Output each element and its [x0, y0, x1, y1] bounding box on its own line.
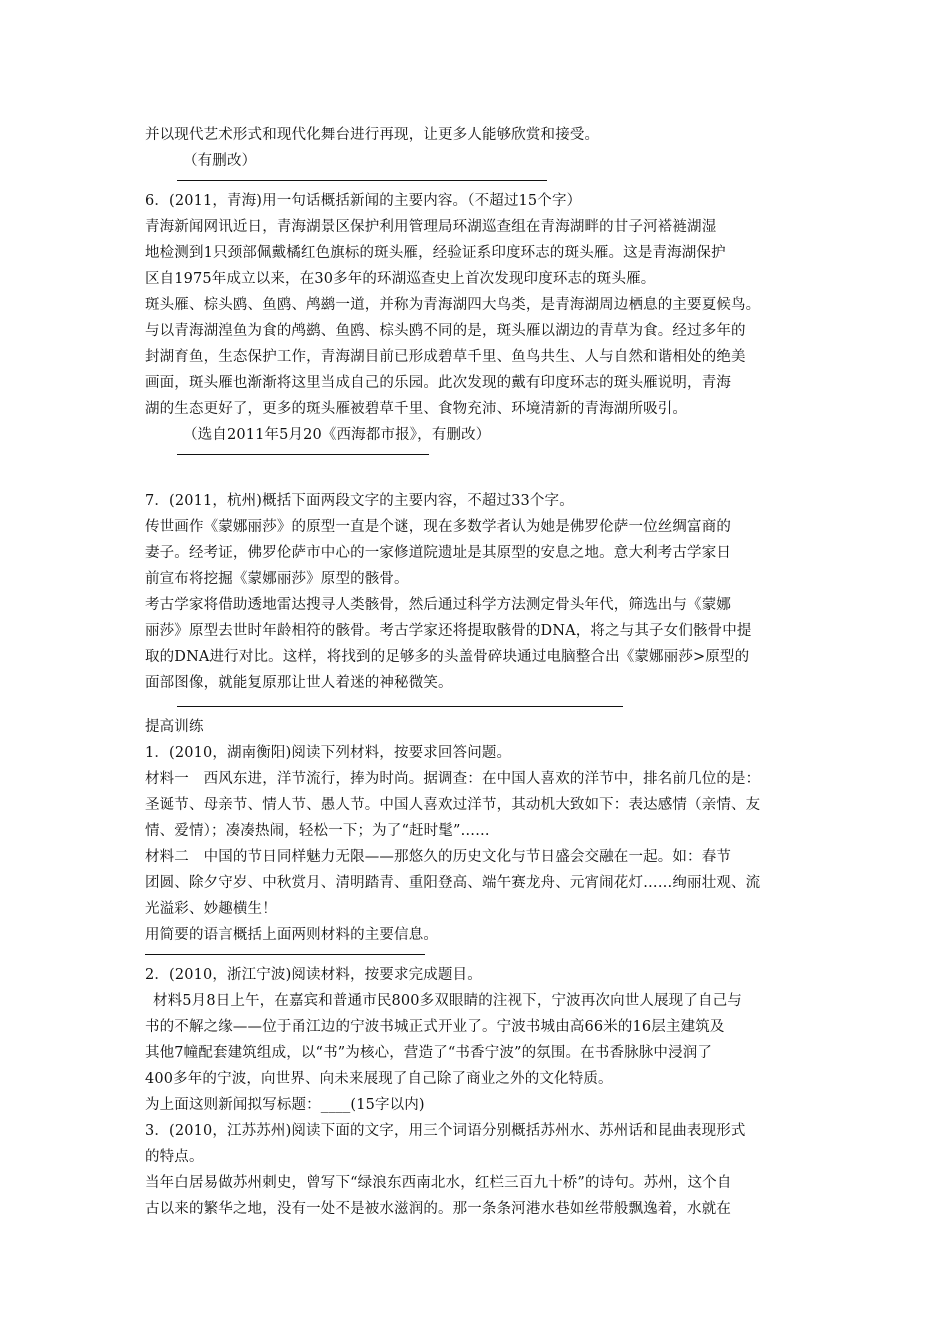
- question-1-heading: 1．(2010，湖南衡阳)阅读下列材料，按要求回答问题。: [145, 745, 512, 761]
- text-line: 材料一 西风东进，洋节流行，捧为时尚。据调查：在中国人喜欢的洋节中，排名前几位的是：: [145, 771, 761, 787]
- document-page: [145, 122, 810, 1222]
- text-line: 湖的生态更好了，更多的斑头雁被碧草千里、食物充沛、环境清新的青海湖所吸引。: [145, 401, 688, 417]
- text-line: 丽莎》原型去世时年龄相符的骸骨。考古学家还将提取骸骨的DNA，将之与其子女们骸骨中提: [145, 623, 752, 639]
- text-line: 当年白居易做苏州刺史，曾写下“绿浪东西南北水，红栏三百九十桥”的诗句。苏州，这个自: [145, 1175, 732, 1191]
- answer-line: [145, 948, 810, 962]
- answer-line: [145, 448, 810, 462]
- question-prompt: 为上面这则新闻拟写标题：____(15字以内): [145, 1097, 425, 1113]
- text-line: 用简要的语言概括上面两则材料的主要信息。: [145, 927, 438, 943]
- text-line: 400多年的宁波，向世界、向未来展现了自己除了商业之外的文化特质。: [145, 1071, 613, 1087]
- answer-line: [145, 174, 810, 188]
- text-line: 地检测到1只颈部佩戴橘红色旗标的斑头雁，经验证系印度环志的斑头雁。这是青海湖保护: [145, 245, 726, 261]
- text-line: 考古学家将借助透地雷达搜寻人类骸骨，然后通过科学方法测定骨头年代，筛选出与《蒙娜: [145, 597, 731, 613]
- text-line: 并以现代艺术形式和现代化舞台进行再现，让更多人能够欣赏和接受。: [145, 127, 600, 143]
- question-7-heading: 7．(2011，杭州)概括下面两段文字的主要内容，不超过33个字。: [145, 493, 574, 509]
- text-line: 圣诞节、母亲节、情人节、愚人节。中国人喜欢过洋节，其动机大致如下：表达感情（亲情、友: [145, 797, 761, 813]
- question-6-heading: 6．(2011，青海)用一句话概括新闻的主要内容。（不超过15个字）: [145, 193, 582, 209]
- answer-line: [145, 696, 810, 714]
- section-title: 提高训练: [145, 719, 204, 735]
- text-line: 斑头雁、棕头鸥、鱼鸥、鸬鹚一道，并称为青海湖四大鸟类，是青海湖周边栖息的主要夏候鸟。: [145, 297, 761, 313]
- text-line: 光溢彩、妙趣横生！: [145, 901, 277, 917]
- question-3-heading: 3．(2010，江苏苏州)阅读下面的文字，用三个词语分别概括苏州水、苏州话和昆曲表现形式: [145, 1123, 746, 1139]
- text-line: 与以青海湖湟鱼为食的鸬鹚、鱼鸥、棕头鸥不同的是，斑头雁以湖边的青草为食。经过多年的: [145, 323, 746, 339]
- source-note: （有删改）: [183, 153, 257, 169]
- text-line: 取的DNA进行对比。这样，将找到的足够多的头盖骨碎块通过电脑整合出《蒙娜丽莎>原型的: [145, 649, 750, 665]
- question-2-heading: 2．(2010，浙江宁波)阅读材料，按要求完成题目。: [145, 967, 482, 983]
- source-note: （选自2011年5月20《西海都市报》，有删改）: [183, 427, 491, 443]
- text-line: 区自1975年成立以来，在30多年的环湖巡查史上首次发现印度环志的斑头雁。: [145, 271, 656, 287]
- text-line: 情、爱情）；凑凑热闹，轻松一下；为了“赶时髦”……: [145, 823, 490, 839]
- text-line: 古以来的繁华之地，没有一处不是被水滋润的。那一条条河港水巷如丝带般飘逸着，水就在: [145, 1201, 731, 1217]
- text-line: 画面，斑头雁也渐渐将这里当成自己的乐园。此次发现的戴有印度环志的斑头雁说明，青海: [145, 375, 731, 391]
- question-3-heading-cont: 的特点。: [145, 1149, 204, 1165]
- text-line: 材料二 中国的节日同样魅力无限——那悠久的历史文化与节日盛会交融在一起。如：春节: [145, 849, 731, 865]
- text-line: 书的不解之缘——位于甬江边的宁波书城正式开业了。宁波书城由高66米的16层主建筑及: [145, 1019, 725, 1035]
- text-line: 前宣布将挖掘《蒙娜丽莎》原型的骸骨。: [145, 571, 409, 587]
- text-line: 其他7幢配套建筑组成，以“书”为核心，营造了“书香宁波”的氛围。在书香脉脉中浸润了: [145, 1045, 713, 1061]
- text-line: 青海新闻网讯近日，青海湖景区保护利用管理局环湖巡查组在青海湖畔的甘子河褡裢湖湿: [145, 219, 717, 235]
- text-line: 材料5月8日上午，在嘉宾和普通市民800多双眼睛的注视下，宁波再次向世人展现了自己与: [153, 993, 742, 1009]
- text-line: 妻子。经考证，佛罗伦萨市中心的一家修道院遗址是其原型的安息之地。意大利考古学家日: [145, 545, 731, 561]
- text-line: 团圆、除夕守岁、中秋赏月、清明踏青、重阳登高、端午赛龙舟、元宵闹花灯……绚丽壮观、流: [145, 875, 761, 891]
- text-line: 传世画作《蒙娜丽莎》的原型一直是个谜，现在多数学者认为她是佛罗伦萨一位丝绸富商的: [145, 519, 731, 535]
- text-line: 封湖育鱼，生态保护工作，青海湖目前已形成碧草千里、鱼鸟共生、人与自然和谐相处的绝美: [145, 349, 746, 365]
- text-line: 面部图像，就能复原那让世人着迷的神秘微笑。: [145, 675, 453, 691]
